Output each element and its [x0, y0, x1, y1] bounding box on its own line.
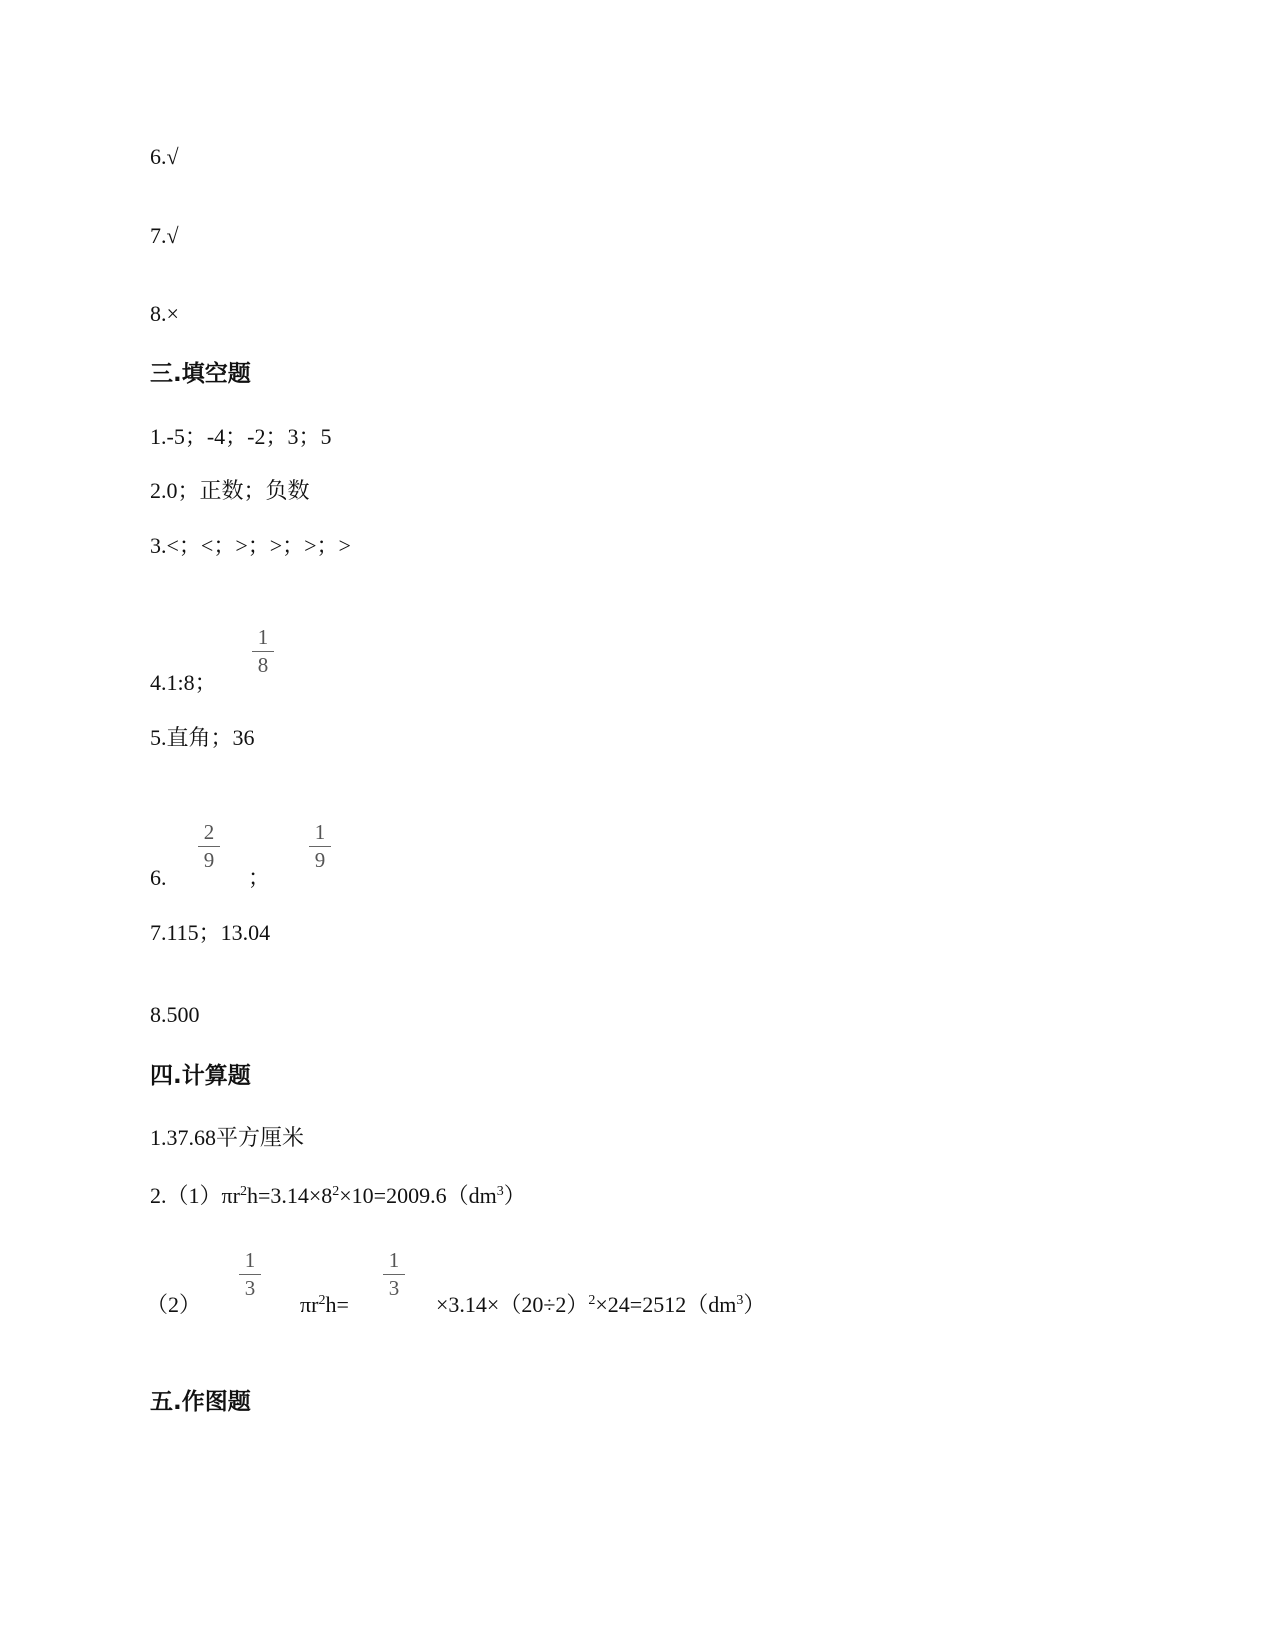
formula-text: ×24=2512（dm	[595, 1292, 737, 1317]
fraction-one-eighth	[250, 627, 276, 676]
answer-judge-7: 7.√	[150, 223, 179, 248]
fraction-bar	[383, 1274, 405, 1275]
formula-text: ×10=2009.6（dm	[339, 1183, 497, 1208]
answer-fill-3: 3.<；<；>；>；>；>	[150, 533, 351, 558]
answer-fill-1: 1.-5；-4；-2；3；5	[150, 424, 332, 449]
exponent: 2	[318, 1293, 326, 1308]
fraction-denominator: 8	[257, 653, 269, 677]
fraction-bar	[198, 846, 220, 847]
answer-fill-8: 8.500	[150, 1002, 200, 1027]
fraction-denominator: 3	[244, 1276, 256, 1300]
fraction-two-ninths	[196, 822, 222, 871]
fraction-numerator: 1	[244, 1248, 256, 1272]
formula-text: h=	[325, 1292, 349, 1317]
fraction-denominator: 3	[388, 1276, 400, 1300]
section-heading-fill: 三.填空题	[150, 361, 251, 387]
section-heading-draw: 五.作图题	[150, 1389, 251, 1415]
fraction-one-third	[381, 1250, 407, 1299]
fraction-bar	[309, 846, 331, 847]
answer-fill-2: 2.0；正数；负数	[150, 478, 310, 503]
fraction-denominator: 9	[203, 848, 215, 872]
formula-text: ）	[503, 1183, 526, 1208]
answer-fill-6-prefix: 6.	[150, 865, 167, 890]
formula-text: ×3.14×（20÷2）	[436, 1292, 589, 1317]
formula-volume-expression	[436, 1294, 765, 1316]
exponent: 3	[496, 1184, 504, 1199]
answer-fill-7: 7.115；13.04	[150, 920, 271, 945]
exponent: 2	[588, 1293, 596, 1308]
formula-text: πr	[300, 1292, 319, 1317]
fraction-one-ninth	[307, 822, 333, 871]
exponent: 2	[239, 1184, 247, 1199]
fraction-denominator: 9	[314, 848, 326, 872]
fraction-numerator: 1	[388, 1248, 400, 1272]
section-heading-calc: 四.计算题	[150, 1063, 251, 1089]
formula-pi-r-squared-h	[300, 1294, 349, 1316]
formula-text: 2.（1）πr	[150, 1183, 240, 1208]
answer-judge-6: 6.√	[150, 144, 179, 169]
answer-fill-4: 4.1:8；	[150, 670, 217, 695]
fraction-bar	[252, 651, 274, 652]
answer-calc-2-part1	[150, 1185, 526, 1207]
answer-judge-8: 8.×	[150, 301, 179, 326]
fraction-numerator: 2	[203, 820, 215, 844]
fraction-numerator: 1	[257, 625, 269, 649]
answer-fill-6-separator: ；	[248, 865, 271, 890]
exponent: 2	[332, 1184, 340, 1199]
exponent: 3	[736, 1293, 744, 1308]
fraction-numerator: 1	[314, 820, 326, 844]
answer-calc-2-part2-label: （2）	[146, 1292, 202, 1317]
formula-text: h=3.14×8	[246, 1183, 333, 1208]
formula-text: ）	[743, 1292, 766, 1317]
answer-fill-5: 5.直角；36	[150, 725, 255, 750]
answer-calc-1: 1.37.68平方厘米	[150, 1125, 305, 1150]
fraction-bar	[239, 1274, 261, 1275]
fraction-one-third	[237, 1250, 263, 1299]
